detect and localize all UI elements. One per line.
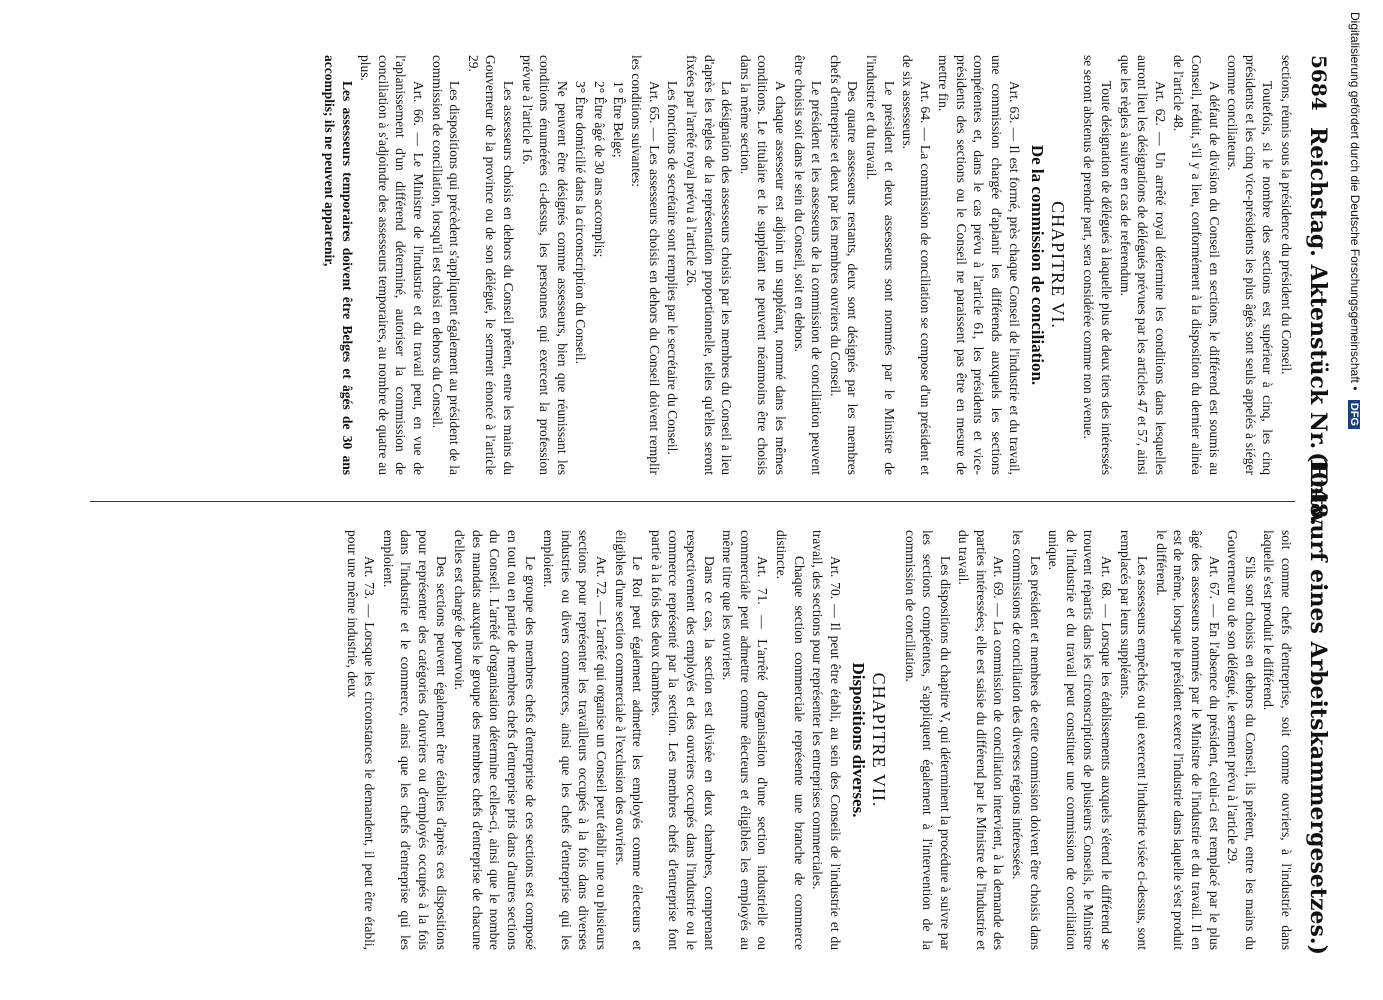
page-header: [1295, 55, 1339, 955]
paragraph: Art. 68. — Lorsque les établissements auxquels s'étend le différend se trouvent répartis dans les circonscriptions de plusieurs Conseils, le Ministre de l'industrie et du travail peut constituer une commission de conciliation unique.: [1046, 530, 1115, 950]
paragraph: Les fonctions de secrétaire sont remplies par le secrétaire du Conseil.: [665, 81, 681, 455]
paragraph: Art. 63. — Il est formé, près chaque Conseil de l'industrie et du travail, une commission chargée d'aplanir les différends auxquels les sections compétentes et, dans le cas prévu à l'article 61, les présidents et vice-présidents des sections ou le Conseil ne paraissent pas être en mesure de mettre fin.: [936, 55, 1022, 475]
paragraph: Des sections peuvent également être établies d'après ces dispositions pour représenter des catégories d'ouvriers ou d'employés occupés à la fois dans l'industrie et le commerce, ainsi que les chefs d'entreprise qui les emploient.: [380, 530, 449, 950]
paragraph: Art. 64. — La commission de conciliation se compose d'un président et de six assesseurs.: [900, 55, 933, 475]
paragraph: Les assesseurs empêchés ou qui exercent l'industrie visée ci-dessus, sont remplacés par leurs suppléants.: [1117, 530, 1151, 950]
chapter-heading: CHAPITRE VI.: [1047, 201, 1068, 329]
paragraph: Le président et deux assesseurs sont nommés par le Ministre de l'industrie et du travail.: [863, 55, 897, 475]
running-head-left: Reichstag. Aktenstück Nr. 1048.: [1305, 127, 1331, 526]
paragraph: A chaque assesseur est adjoint un suppléant, nommé dans les mêmes conditions. Le titulaire et le suppléant ne peuvent néanmoins être choisis dans la même section.: [737, 55, 788, 475]
paragraph: Chaque section commerciale représente une branche de commerce distincte.: [773, 530, 807, 950]
paragraph: Toute désignation de délégués à laquelle plus de deux tiers des intéressés se seront abstenus de prendre part, sera considérée comme non avenue.: [1081, 55, 1115, 475]
dfg-logo: DFG: [1348, 400, 1360, 429]
paragraph: Ne peuvent être désignés comme assesseurs, bien que réunissant les conditions énumérées ci-dessus, les personnes qui exercent la profession prévue à l'article 16.: [519, 55, 570, 475]
paragraph: Dans ce cas, la section est divisée en deux chambres, comprenant respectivement des employés et des ouvriers occupés dans l'industrie ou le commerce représenté par la section. Les membres chefs d'entreprise font partie à la fois des deux chambres.: [648, 530, 717, 950]
paragraph: Des quatre assesseurs restants, deux sont désignés par les membres chefs d'entreprise et deux par les membres ouvriers du Conseil.: [827, 55, 861, 475]
paragraph: Les assesseurs temporaires doivent être Belges et âgés de 30 ans accomplis; ils ne peuvent appartenir,: [322, 55, 355, 475]
paragraph: 3° Être domicilié dans la circonscription du Conseil.: [573, 81, 589, 364]
paragraph: sections, réunis sous la présidence du président du Conseil.: [1279, 55, 1294, 375]
paragraph: Les dispositions du chapitre V, qui déterminent la procédure à suivre par les sections compétentes, s'appliquent également à l'intervention de la commission de conciliation.: [902, 530, 953, 950]
paragraph: Le Roi peut également admettre les employés comme électeurs et éligibles d'une section commerciale à l'exclusion des ouvriers.: [612, 530, 646, 950]
paragraph: Les dispositions qui précèdent s'appliquent également au président de la commission de conciliation, lorsqu'il est choisi en dehors du Conseil.: [429, 55, 463, 475]
paragraph: Art. 72. — L'arrêté qui organise un Conseil peut établir une ou plusieurs sections pour représenter les travailleurs occupés à la fois dans diverses industries ou divers commerces, ainsi que les chefs d'entreprise qui les emploient.: [541, 530, 610, 950]
paragraph: Art. 71. — L'arrêté d'organisation d'une section industrielle ou commerciale peut admettre comme électeurs et éligibles les employés au même titre que les ouvriers.: [720, 530, 771, 950]
chapter-subtitle: Dispositions diverses.: [849, 662, 869, 818]
paragraph: Art. 70. — Il peut être établi, au sein des Conseils de l'industrie et du travail, des sections pour représenter les entreprises commerciales.: [810, 530, 843, 950]
paragraph: Le président et les assesseurs de la commission de conciliation peuvent être choisis soit dans le sein du Conseil, soit en dehors.: [791, 55, 825, 475]
rotated-document-page: [84, 55, 1339, 955]
paragraph: soit comme chefs d'entreprise, soit comme ouvriers, à l'industrie dans laquelle s'est produit le différend.: [1261, 530, 1294, 950]
paragraph: Le groupe des membres chefs d'entreprise de ces sections est composé en tout ou en partie de membres chefs d'entreprise pris dans d'autres sections du Conseil. L'arrêté d'organisation détermine celles-ci, ainsi que le nombre des mandats auxquels le groupe des membres chefs d'entreprise de chacune d'elles est chargé de pourvoir.: [452, 530, 538, 950]
paragraph: A défaut de division du Conseil en sections, le différend est soumis au Conseil, réduit, s'il y a lieu, conformément à la disposition du dernier alinéa de l'article 48.: [1171, 55, 1222, 475]
paragraph: La désignation des assesseurs choisis par les membres du Conseil a lieu d'après les règles de la représentation proportionnelle, telles qu'elles seront fixées par l'arrêté royal prévu à l'article 26.: [684, 55, 735, 475]
paragraph: Art. 73. — Lorsque les circonstances le demandent, il peut être établi, pour une même industrie, deux: [344, 530, 378, 950]
running-head-right: (Entwurf eines Arbeitskammergesetzes.): [1305, 452, 1331, 955]
paragraph: 2° Être âgé de 30 ans accomplis;: [592, 81, 608, 258]
digitization-credit: [1348, 12, 1362, 972]
text-column-right: [85, 530, 1295, 950]
page-number: 5684: [1307, 55, 1331, 111]
chapter-subtitle: De la commission de conciliation.: [1028, 144, 1048, 386]
paragraph: Art. 69. — La commission de conciliation intervient, à la demande des parties intéressées; elle est saisie du différend par le Ministre de l'industrie et du travail.: [956, 530, 1007, 950]
column-divider: [90, 501, 1295, 502]
paragraph: Les assesseurs choisis en dehors du Conseil prêtent, entre les mains du Gouverneur de la province ou de son délégué, le serment énoncé à l'article 29.: [465, 55, 517, 475]
paragraph: Les président et membres de cette commission doivent être choisis dans les commissions de conciliation des diverses régions intéressées.: [1010, 530, 1043, 950]
text-column-left: [85, 55, 1295, 475]
paragraph: S'ils sont choisis en dehors du Conseil, ils prêtent, entre les mains du Gouverneur ou de son délégué, le serment prévu à l'article 29.: [1225, 530, 1258, 950]
credit-text: Digitalisierung gefördert durch die Deutsche Forschungsgemeinschaft •: [1348, 12, 1362, 391]
paragraph: Art. 62. — Un arrêté royal détermine les conditions dans lesquelles auront lieu les désignations de délégués prévues par les articles 47 et 57, ainsi que les règles à suivre en cas de referendum.: [1117, 55, 1168, 475]
chapter-heading: CHAPITRE VII.: [868, 672, 889, 808]
paragraph: Art. 66. — Le Ministre de l'industrie et du travail peut, en vue de l'aplanissement d'un différend déterminé, autoriser la commission de conciliation à s'adjoindre des assesseurs temporaires, au nombre de quatre au plus.: [358, 55, 427, 475]
paragraph: Art. 67. — En l'absence du président, celui-ci est remplacé par le plus âgé des assesseurs nommés par le Ministre de l'industrie et du travail. Il en est de même, lorsque le président exerce l'industrie dans laquelle s'est produit le différend.: [1153, 530, 1222, 950]
paragraph: 1° Être Belge;: [610, 81, 626, 158]
paragraph: Art. 65. — Les assesseurs choisis en dehors du Conseil doivent remplir les conditions suivantes:: [629, 55, 662, 475]
paragraph: Toutefois, si le nombre des sections est supérieur à cinq, les cinq présidents et les cinq vice-présidents les plus âgés sont seuls appelés à siéger comme conciliateurs.: [1225, 55, 1276, 475]
